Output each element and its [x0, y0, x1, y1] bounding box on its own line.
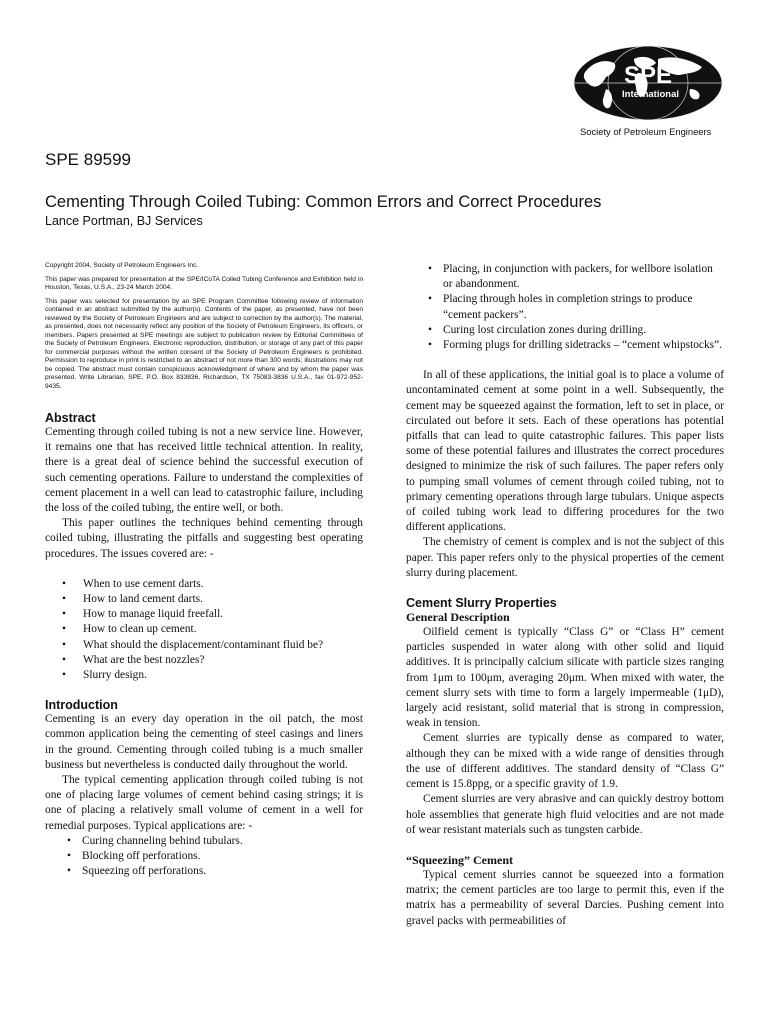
selection-notice: This paper was selected for presentation by an SPE Program Committee following review of information contained in an abstract submitted by the author(s). Contents of the paper, as presented, have not been reviewed by the Society of Petroleum Engineers and are subject to correction by the author(s). The material, as presented, does not necessarily reflect any position of the Society of Petroleum Engineers, its officers, or members. Papers presented at SPE meetings are subject to publication review by Editorial Committees of the Society of Petroleum Engineers. Electronic reproduction, distribution, or storage of any part of this paper for commercial purposes without the written consent of the Society of Petroleum Engineers is prohibited. Permission to reproduce in print is restricted to an abstract of not more than 300 words; illustrations may not be copied. The abstract must contain conspicuous acknowledgment of where and by whom the paper was presented. Write Librarian, SPE, P.O. Box 833836, Richardson, TX 75083-3836 U.S.A., fax 01-972-952-9435. [45, 297, 363, 390]
list-item: • Curing lost circulation zones during drilling. [406, 323, 724, 338]
bullet-icon: • [62, 593, 66, 606]
bullet-icon: • [67, 865, 71, 878]
left-column [45, 262, 363, 879]
slurry-properties-heading: Cement Slurry Properties [406, 596, 557, 611]
slurry-paragraph-3: Cement slurries are very abrasive and can quickly destroy bottom hole assemblies that generate high fluid velocities and are not made of wear resistant materials such as tungsten carbide. [406, 793, 724, 836]
squeezing-heading: “Squeezing” Cement [406, 852, 513, 867]
paper-number: SPE 89599 [45, 150, 132, 169]
bullet-icon: • [67, 850, 71, 863]
application-list-continued [406, 262, 724, 353]
list-item: • How to manage liquid freefall. [45, 607, 363, 622]
introduction-heading: Introduction [45, 698, 118, 713]
introduction-paragraph-1: Cementing is an every day operation in the oil patch, the most common application being the cementing of steel casings and liners in the ground. Cementing through coiled tubing is a much smaller business but nevertheless is conducted daily throughout the world. [45, 713, 363, 771]
right-column [406, 262, 724, 929]
list-item: • When to use cement darts. [45, 577, 363, 592]
slurry-paragraph-1: Oilfield cement is typically “Class G” or “Class H” cement particles suspended in water along with other solid and liquid additives. It is principally calcium silicate with particle sizes ranging from 1μm to 100μm, averaging 20μm. When mixed with water, the cement slurry sets with time to form a largely impermeable (1μD), largely acid resistant, solid material that is strong in compression, weak in tension. [406, 626, 724, 730]
bullet-icon: • [62, 638, 66, 651]
abstract-paragraph-1: Cementing through coiled tubing is not a new service line. However, it remains one that has received little technical attention. In reality, there is a great deal of science behind the successful execution of such cementing operations. Failure to understand the complexities of cement placement in a well can lead to catastrophic failure, including the loss of the coiled tubing, the entire well, or both. [45, 426, 363, 515]
paper-title: Cementing Through Coiled Tubing: Common Errors and Correct Procedures [45, 193, 602, 211]
list-item: • Slurry design. [45, 668, 363, 683]
applications-paragraph: In all of these applications, the initial goal is to place a volume of uncontaminated cement at some point in a well. Subsequently, the cement may be squeezed against the formation, left to set in place, or circulated out before it sets. Each of these operations has potential pitfalls that can lead to quite catastrophic failures. This paper lists some of these potential failures and illustrates the correct procedures designed to minimize the risk of such failures. The paper refers only to pumping small volumes of cement through coiled tubing, not to primary cementing operations through large tubulars. Unique aspects of coiled tubing work lead to differing procedures for the two different applications. [406, 369, 724, 534]
list-item: • Placing through holes in completion strings to produce “cement packers”. [428, 293, 693, 321]
introduction-paragraph-2: The typical cementing application through coiled tubing is not one of placing large volumes of cement behind casing strings; it is one of placing a relatively small volume of cement in a well for remedial purposes. Typical applications are: - [45, 774, 363, 832]
abstract-heading: Abstract [45, 411, 96, 425]
logo-subtitle: International [622, 89, 680, 100]
list-item: • Curing channeling behind tubulars. [45, 834, 363, 849]
chemistry-paragraph: The chemistry of cement is complex and is not the subject of this paper. This paper refers only to the physical properties of the cement slurry during placement. [406, 536, 724, 579]
list-item: • What should the displacement/contaminant fluid be? [45, 638, 363, 653]
spe-globe-icon [572, 45, 724, 143]
list-item: • How to clean up cement. [45, 622, 363, 637]
list-item: • Placing, in conjunction with packers, for wellbore isolation or abandonment. [428, 263, 713, 291]
bullet-icon: • [62, 623, 66, 636]
general-description-heading: General Description [406, 610, 510, 625]
list-item: • What are the best nozzles? [45, 653, 363, 668]
abstract-paragraph-2: This paper outlines the techniques behind cementing through coiled tubing, illustrating the pitfalls and suggesting best operating procedures. The issues covered are: - [45, 517, 363, 560]
application-list [45, 834, 363, 880]
bullet-icon: • [67, 834, 71, 847]
squeezing-paragraph: Typical cement slurries cannot be squeezed into a formation matrix; the cement particles are too large to permit this, even if the matrix has a permeability of several Darcies. Pushing cement into gravel packs with permeabilities of [406, 868, 724, 927]
abstract-issue-list [45, 577, 363, 683]
bullet-icon: • [428, 339, 432, 352]
bullet-icon: • [428, 323, 432, 336]
presentation-note: This paper was prepared for presentation at the SPE/ICoTA Coiled Tubing Conference and Exhibition held in Houston, Texas, U.S.A., 23-24 March 2004. [45, 275, 363, 291]
list-item: • How to land cement darts. [45, 592, 363, 607]
bullet-icon: • [62, 669, 66, 682]
bullet-icon: • [62, 577, 66, 590]
bullet-icon: • [428, 263, 432, 275]
bullet-icon: • [62, 608, 66, 621]
bullet-icon: • [428, 293, 432, 306]
bullet-icon: • [62, 653, 66, 666]
copyright-line: Copyright 2004, Society of Petroleum Engineers Inc. [45, 262, 199, 269]
paper-authors: Lance Portman, BJ Services [45, 214, 203, 228]
list-item: • Forming plugs for drilling sidetracks – “cement whipstocks”. [406, 338, 724, 353]
list-item: • Blocking off perforations. [45, 849, 363, 864]
slurry-paragraph-2: Cement slurries are typically dense as compared to water, although they can be mixed with a wide range of densities through the use of different additives. The standard density of “Class G” cement is 15.8ppg, or a specific gravity of 1.9. [406, 732, 724, 791]
spe-logo [572, 45, 724, 143]
logo-brand: SPE [624, 62, 673, 89]
list-item: • Squeezing off perforations. [45, 864, 363, 879]
logo-caption: Society of Petroleum Engineers [580, 126, 712, 137]
